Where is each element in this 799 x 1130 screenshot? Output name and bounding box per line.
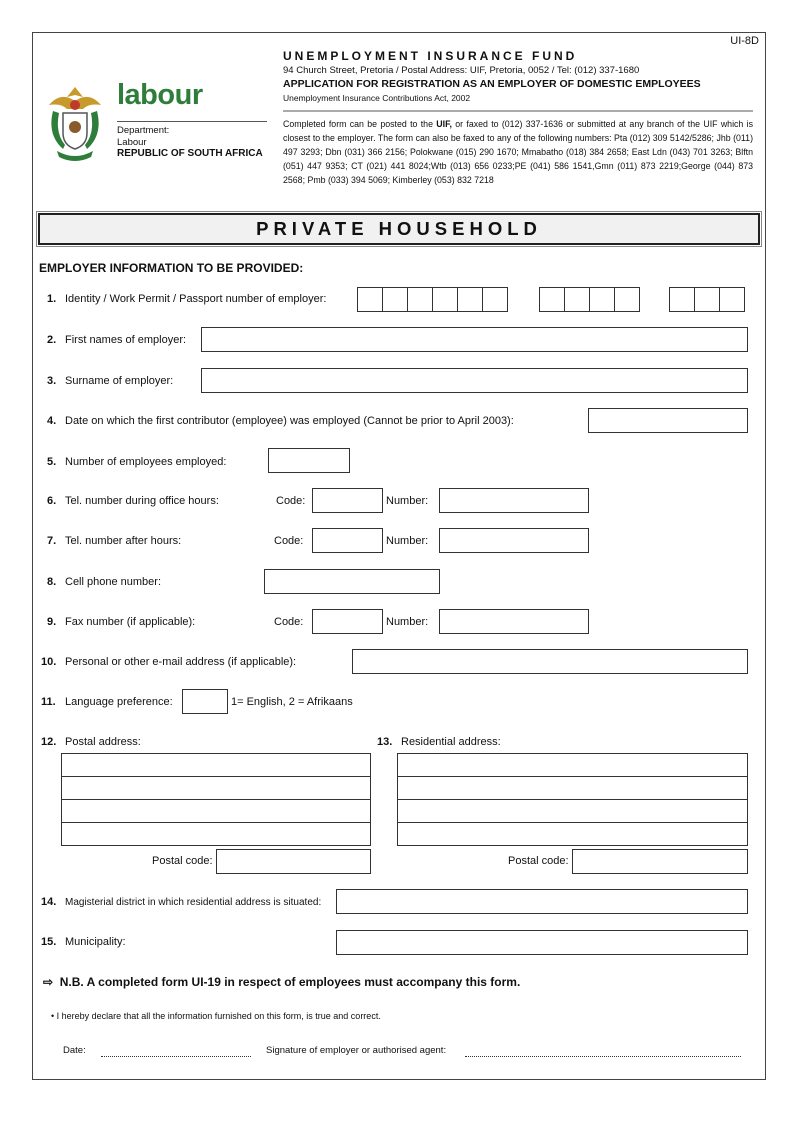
field-4-number: 4.	[47, 415, 57, 427]
surname-input[interactable]	[201, 368, 748, 393]
magisterial-district-input[interactable]	[336, 889, 748, 914]
submission-instructions: Completed form can be posted to the UIF, or faxed to (012) 337-1636 or submitted at any branch of the UIF which is closest to the employer. The form can also be faxed to any of the following numbers: Pta (012) 309 5142/5286; Jhb (011) 497 3293; Dbn (031) 366 2156; Polokwane (015) 290 1670; Mmabatho (018) 384 2658; East Ldn (043) 701 3263; Blftn (051) 447 9353; CT (021) 441 8024;Wtb (013) 656 0233;PE (041) 586 1541,Gmn (011) 873 2219;George (044) 873 2568; Pmb (033) 394 5069; Kimberley (053) 832 7218	[283, 119, 753, 185]
fax-code-input[interactable]	[312, 609, 383, 634]
residential-address-line-3[interactable]	[397, 799, 748, 823]
postal-code-label: Postal code:	[152, 855, 213, 867]
logo-divider	[117, 121, 267, 122]
field-9-number: 9.	[47, 616, 57, 628]
id-number-group-2[interactable]	[539, 287, 639, 312]
residential-address-line-2[interactable]	[397, 776, 748, 800]
field-5-number: 5.	[47, 456, 57, 468]
residential-address-line-1[interactable]	[397, 753, 748, 777]
section-title: EMPLOYER INFORMATION TO BE PROVIDED:	[39, 261, 304, 275]
form-code: UI-8D	[730, 35, 759, 47]
employee-count-input[interactable]	[268, 448, 350, 473]
form-banner: PRIVATE HOUSEHOLD	[38, 213, 760, 245]
field-6-label: Tel. number during office hours:	[65, 495, 219, 507]
afterhours-number-input[interactable]	[439, 528, 589, 553]
field-5-label: Number of employees employed:	[65, 456, 227, 468]
field-1-number: 1.	[47, 293, 57, 305]
office-code-label: Code:	[276, 495, 306, 507]
logo-wordmark: labour	[117, 79, 203, 111]
municipality-input[interactable]	[336, 930, 748, 955]
cell-phone-input[interactable]	[264, 569, 440, 594]
signature-label: Signature of employer or authorised agent:	[266, 1045, 447, 1056]
office-number-label: Number:	[386, 495, 429, 507]
afterhours-code-input[interactable]	[312, 528, 383, 553]
fund-address: 94 Church Street, Pretoria / Postal Address: UIF, Pretoria, 0052 / Tel: (012) 337-1680	[283, 65, 640, 76]
field-6-number: 6.	[47, 495, 57, 507]
first-names-input[interactable]	[201, 327, 748, 352]
field-1-label: Identity / Work Permit / Passport number of employer:	[65, 293, 327, 305]
office-number-input[interactable]	[439, 488, 589, 513]
field-7-number: 7.	[47, 535, 57, 547]
fax-code-label: Code:	[274, 616, 304, 628]
field-15-number: 15.	[41, 936, 57, 948]
fund-title: UNEMPLOYMENT INSURANCE FUND	[283, 49, 578, 63]
dept-line-3: REPUBLIC OF SOUTH AFRICA	[117, 148, 263, 159]
field-8-number: 8.	[47, 576, 57, 588]
declaration: • I hereby declare that all the information furnished on this form, is true and correct.	[51, 1011, 381, 1021]
fax-number-input[interactable]	[439, 609, 589, 634]
field-7-label: Tel. number after hours:	[65, 535, 182, 547]
field-15-label: Municipality:	[65, 936, 126, 948]
header-divider	[283, 110, 753, 112]
id-number-group-1[interactable]	[357, 287, 507, 312]
field-3-label: Surname of employer:	[65, 375, 174, 387]
field-11-number: 11.	[41, 696, 56, 708]
email-input[interactable]	[352, 649, 748, 674]
field-3-number: 3.	[47, 375, 57, 387]
language-preference-input[interactable]	[182, 689, 228, 714]
id-number-group-3[interactable]	[669, 287, 744, 312]
field-10-number: 10.	[41, 656, 57, 668]
residential-postal-code-label: Postal code:	[508, 855, 569, 867]
postal-address-line-2[interactable]	[61, 776, 371, 800]
postal-address-line-1[interactable]	[61, 753, 371, 777]
application-title: APPLICATION FOR REGISTRATION AS AN EMPLOYER OF DOMESTIC EMPLOYEES	[283, 78, 701, 90]
act-reference: Unemployment Insurance Contributions Act, 2002	[283, 93, 471, 103]
field-8-label: Cell phone number:	[65, 576, 162, 588]
coat-of-arms-icon	[43, 83, 107, 165]
arrow-right-icon: ⇨	[43, 975, 54, 989]
field-2-label: First names of employer:	[65, 334, 187, 346]
field-13-number: 13.	[377, 736, 393, 748]
field-12-label: Postal address:	[65, 736, 141, 748]
dept-line-1: Department:	[117, 125, 170, 136]
field-14-number: 14.	[41, 896, 57, 908]
date-label: Date:	[63, 1045, 86, 1056]
field-13-label: Residential address:	[401, 736, 501, 748]
date-signature-line[interactable]	[101, 1056, 251, 1057]
postal-address-line-4[interactable]	[61, 822, 371, 846]
field-10-label: Personal or other e-mail address (if applicable):	[65, 656, 297, 668]
afterhours-code-label: Code:	[274, 535, 304, 547]
dept-line-2: Labour	[117, 137, 147, 148]
field-12-number: 12.	[41, 736, 57, 748]
field-11-label: Language preference:	[65, 696, 173, 708]
nb-note: ⇨ N.B. A completed form UI-19 in respect of employees must accompany this form.	[43, 975, 521, 989]
field-9-label: Fax number (if applicable):	[65, 616, 196, 628]
office-code-input[interactable]	[312, 488, 383, 513]
residential-address-line-4[interactable]	[397, 822, 748, 846]
postal-code-input[interactable]	[216, 849, 371, 874]
signature-line[interactable]	[465, 1056, 741, 1057]
afterhours-number-label: Number:	[386, 535, 429, 547]
form-page	[32, 32, 766, 1080]
field-14-label: Magisterial district in which residential address is situated:	[65, 897, 322, 908]
fax-number-label: Number:	[386, 616, 429, 628]
postal-address-line-3[interactable]	[61, 799, 371, 823]
first-employment-date-input[interactable]	[588, 408, 748, 433]
field-2-number: 2.	[47, 334, 57, 346]
language-preference-hint: 1= English, 2 = Afrikaans	[231, 696, 353, 708]
field-4-label: Date on which the first contributor (employee) was employed (Cannot be prior to April 2003):	[65, 415, 514, 427]
residential-postal-code-input[interactable]	[572, 849, 748, 874]
